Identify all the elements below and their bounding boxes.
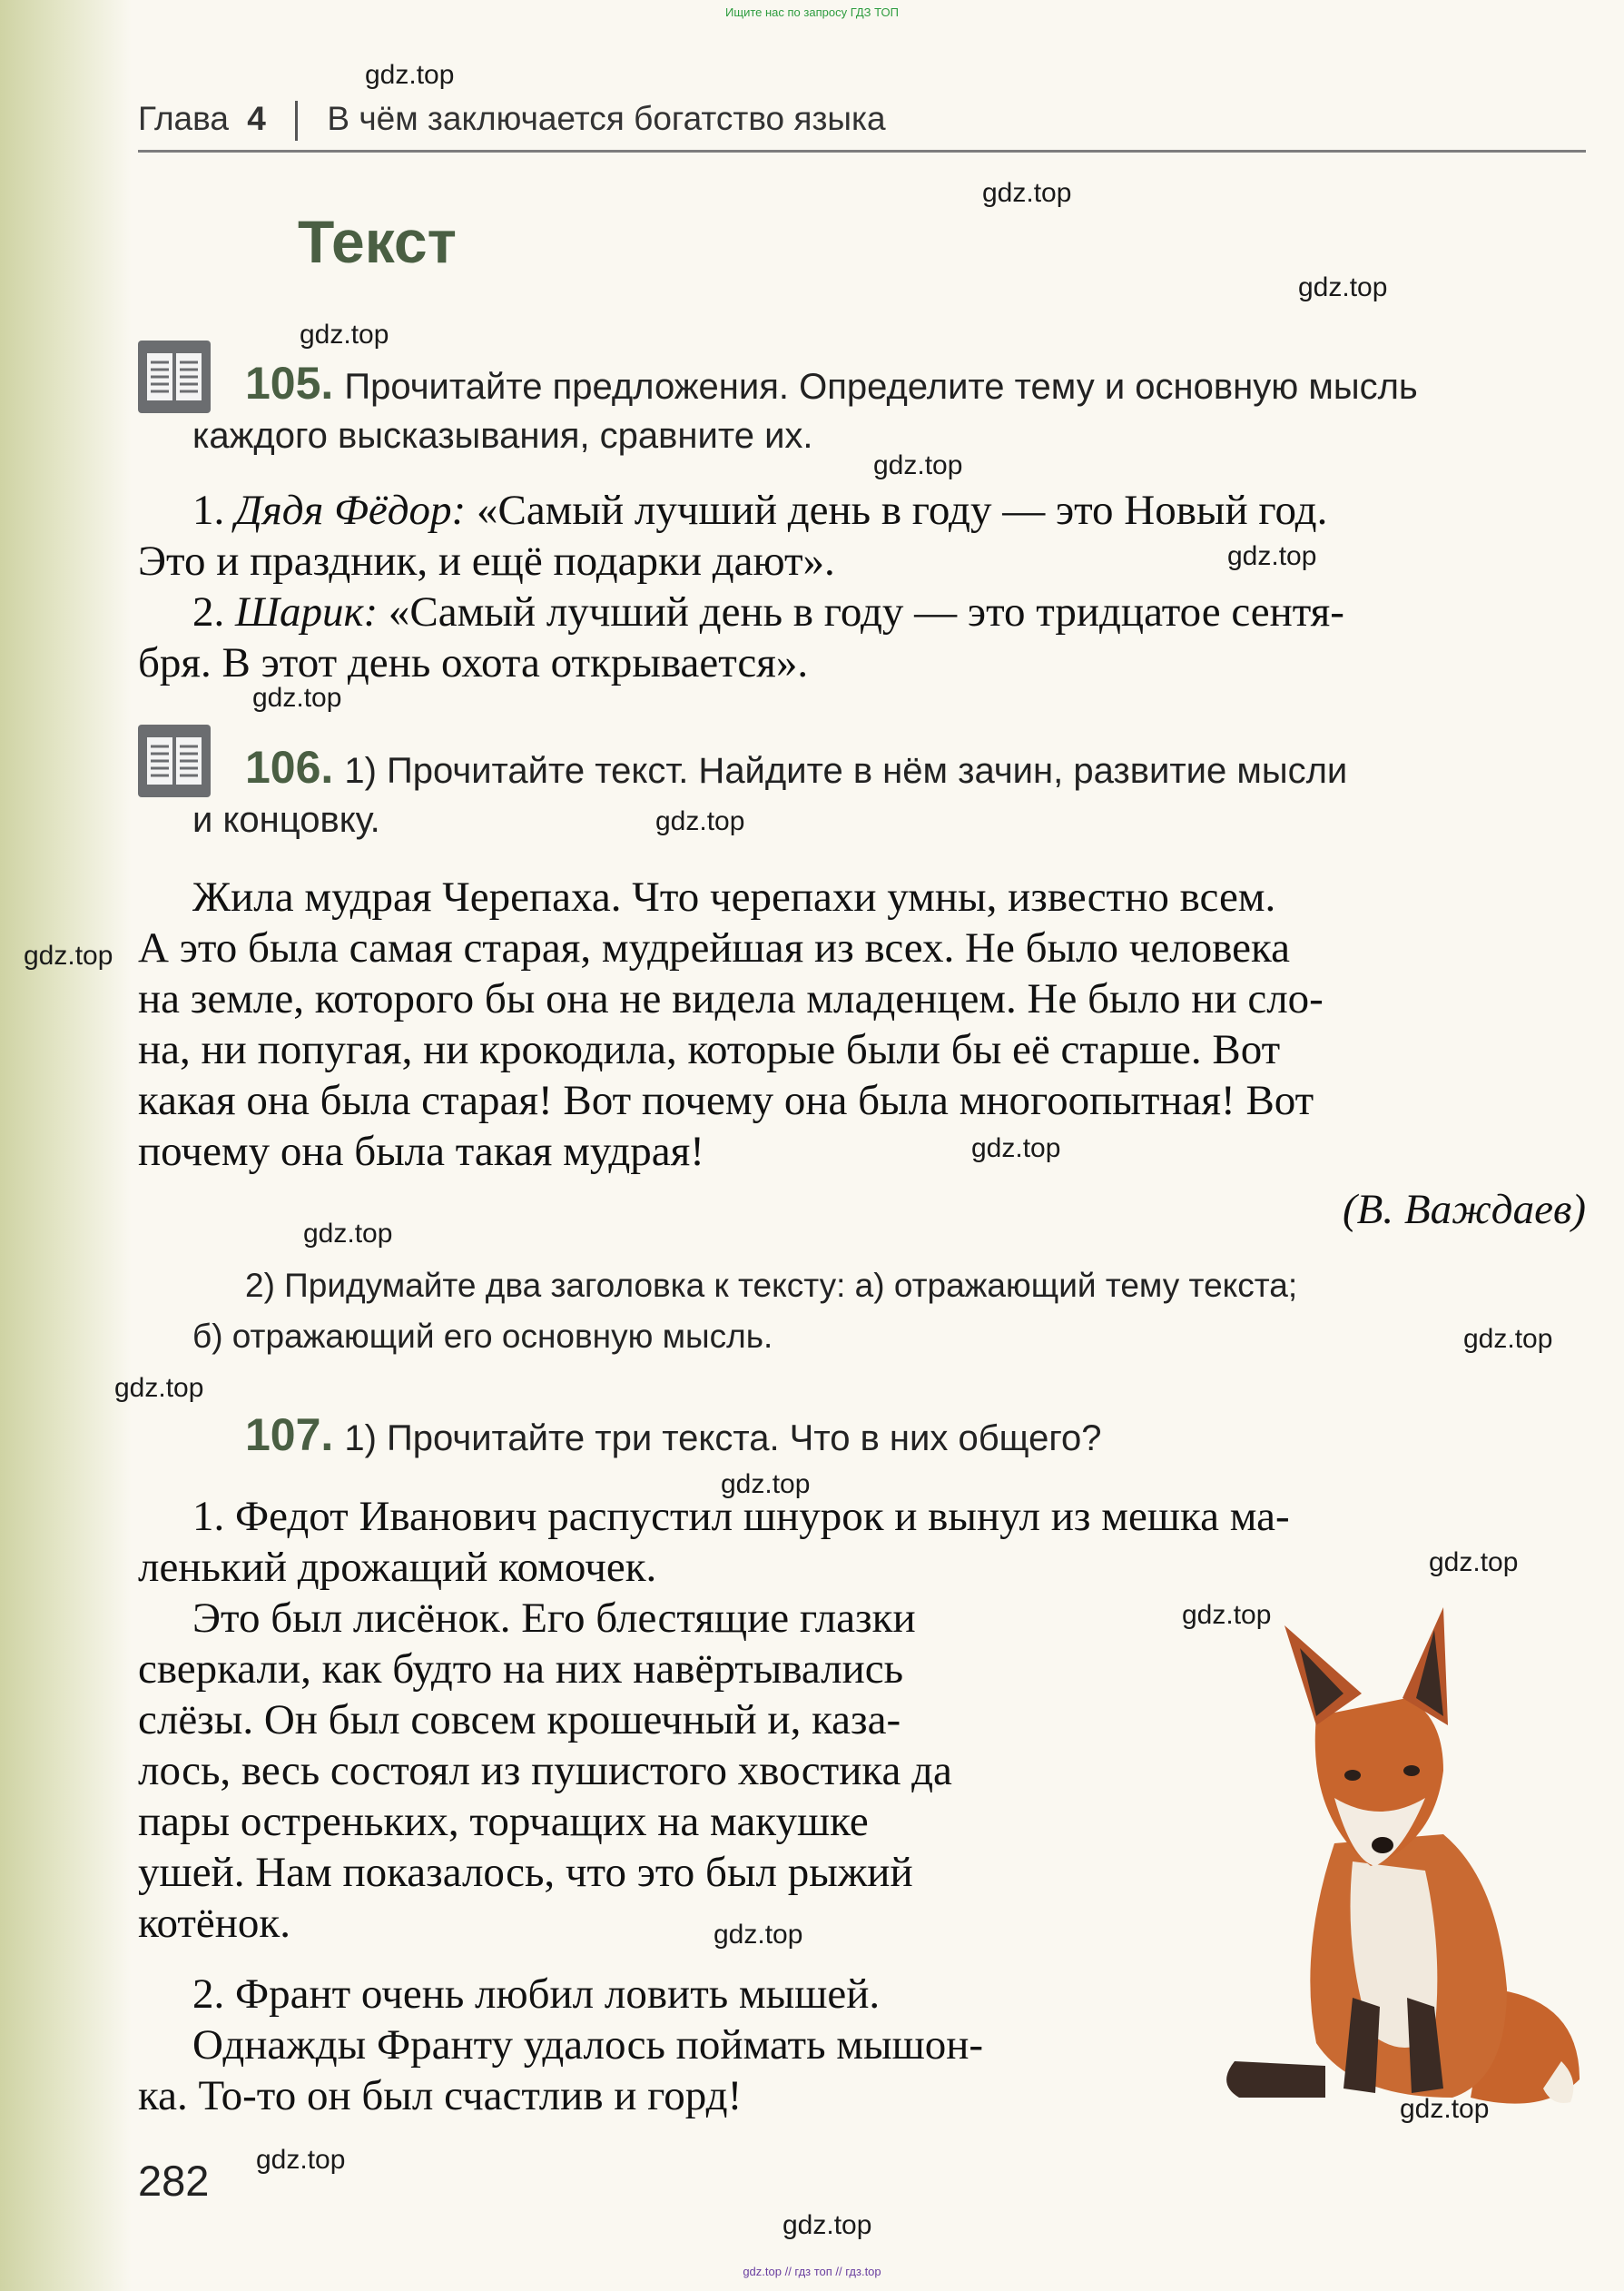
section-title: Текст bbox=[298, 208, 457, 275]
exercise-105-number: 105. bbox=[245, 358, 334, 409]
text-line: 2. Франт очень любил ловить мышей. bbox=[192, 1970, 881, 2018]
watermark: gdz.top bbox=[873, 450, 963, 480]
text-line: почему она была такая мудрая! bbox=[138, 1128, 704, 1175]
header-divider bbox=[295, 101, 298, 141]
item-text: «Самый лучший день в году — это Новый год. bbox=[476, 487, 1328, 534]
watermark: gdz.top bbox=[1429, 1547, 1519, 1577]
watermark: gdz.top bbox=[1400, 2094, 1490, 2124]
text-line: ка. То-то он был счастлив и горд! bbox=[138, 2072, 743, 2119]
instruction-line: Прочитайте предложения. Определите тему и основную мысль bbox=[344, 367, 1418, 407]
chapter-title: В чём заключается богатство языка bbox=[327, 100, 886, 137]
text-line: 1. Федот Иванович распустил шнурок и вынул из мешка ма- bbox=[192, 1493, 1290, 1540]
watermark: gdz.top bbox=[300, 320, 389, 350]
watermark: gdz.top bbox=[721, 1469, 811, 1499]
text-line: Это был лисёнок. Его блестящие глазки bbox=[192, 1595, 916, 1642]
text-line: А это была самая старая, мудрейшая из всех. Не было человека bbox=[138, 924, 1290, 972]
text-line: на земле, которого бы она не видела младенцем. Не было ни сло- bbox=[138, 975, 1324, 1022]
item-text: бря. В этот день охота открывается». bbox=[138, 639, 809, 686]
item-number: 2. bbox=[192, 588, 225, 636]
exercise-105-item-2 bbox=[192, 587, 1586, 637]
watermark: gdz.top bbox=[114, 1373, 204, 1403]
watermark: gdz.top bbox=[24, 941, 113, 971]
watermark: gdz.top bbox=[1182, 1600, 1272, 1630]
text-line: сверкали, как будто на них навёртывались bbox=[138, 1645, 904, 1693]
watermark: gdz.top bbox=[256, 2145, 346, 2175]
task-line: 2) Придумайте два заголовка к тексту: а) отражающий тему текста; bbox=[245, 1267, 1298, 1304]
instruction-line: 1) Прочитайте три текста. Что в них общего? bbox=[344, 1418, 1102, 1458]
watermark: gdz.top bbox=[982, 178, 1072, 208]
instruction-line: 1) Прочитайте текст. Найдите в нём зачин, развитие мысли bbox=[344, 751, 1348, 791]
text-line: Однажды Франту удалось поймать мышон- bbox=[192, 2021, 984, 2069]
top-banner: Ищите нас по запросу ГДЗ ТОП bbox=[725, 5, 899, 19]
exercise-106-number: 106. bbox=[245, 742, 334, 793]
text-line: на, ни попугая, ни крокодила, которые были бы её старше. Вот bbox=[138, 1026, 1281, 1073]
chapter-label: Глава bbox=[138, 100, 229, 137]
text-line: лось, весь состоял из пушистого хвостика да bbox=[138, 1747, 952, 1794]
text-line: Жила мудрая Черепаха. Что черепахи умны, известно всем. bbox=[192, 874, 1276, 921]
text-line: ленький дрожащий комочек. bbox=[138, 1544, 657, 1591]
item-number: 1. bbox=[192, 487, 225, 534]
text-line: котёнок. bbox=[138, 1900, 290, 1947]
bottom-banner: gdz.top // гдз топ // гдз.top bbox=[743, 2265, 881, 2278]
fox-cub-illustration bbox=[1216, 1607, 1598, 2116]
exercise-105-instruction bbox=[245, 358, 1586, 412]
watermark: gdz.top bbox=[655, 806, 745, 836]
watermark: gdz.top bbox=[252, 683, 342, 713]
text-line: ушей. Нам показалось, что это был рыжий bbox=[138, 1849, 913, 1896]
exercise-105-item-1 bbox=[192, 485, 1586, 536]
watermark: gdz.top bbox=[1227, 541, 1317, 571]
item-speaker: Дядя Фёдор: bbox=[235, 487, 467, 534]
page-edge-shading bbox=[0, 0, 132, 2291]
page-number: 282 bbox=[138, 2157, 210, 2205]
text-author: (В. Важдаев) bbox=[1343, 1186, 1586, 1233]
chapter-header bbox=[138, 100, 1586, 153]
watermark: gdz.top bbox=[782, 2210, 872, 2240]
instruction-line: и концовку. bbox=[192, 800, 380, 840]
exercise-106-instruction bbox=[245, 742, 1586, 796]
exercise-107-instruction bbox=[245, 1409, 1586, 1464]
watermark: gdz.top bbox=[1463, 1324, 1553, 1354]
item-speaker: Шарик: bbox=[235, 588, 379, 636]
instruction-line: каждого высказывания, сравните их. bbox=[192, 416, 813, 456]
exercise-107-number: 107. bbox=[245, 1409, 334, 1460]
text-line: пары остреньких, торчащих на макушке bbox=[138, 1798, 869, 1845]
task-line: б) отражающий его основную мысль. bbox=[192, 1318, 773, 1355]
watermark: gdz.top bbox=[365, 60, 455, 90]
book-icon bbox=[138, 341, 211, 413]
book-icon bbox=[138, 725, 211, 797]
text-line: слёзы. Он был совсем крошечный и, каза- bbox=[138, 1696, 901, 1743]
watermark: gdz.top bbox=[714, 1920, 803, 1950]
watermark: gdz.top bbox=[1298, 272, 1388, 302]
watermark: gdz.top bbox=[971, 1133, 1061, 1163]
item-text: Это и праздник, и ещё подарки дают». bbox=[138, 538, 835, 585]
chapter-number: 4 bbox=[247, 100, 266, 137]
item-text: «Самый лучший день в году — это тридцатое сентя- bbox=[388, 588, 1344, 636]
watermark: gdz.top bbox=[303, 1219, 393, 1249]
text-line: какая она была старая! Вот почему она была многоопытная! Вот bbox=[138, 1077, 1314, 1124]
